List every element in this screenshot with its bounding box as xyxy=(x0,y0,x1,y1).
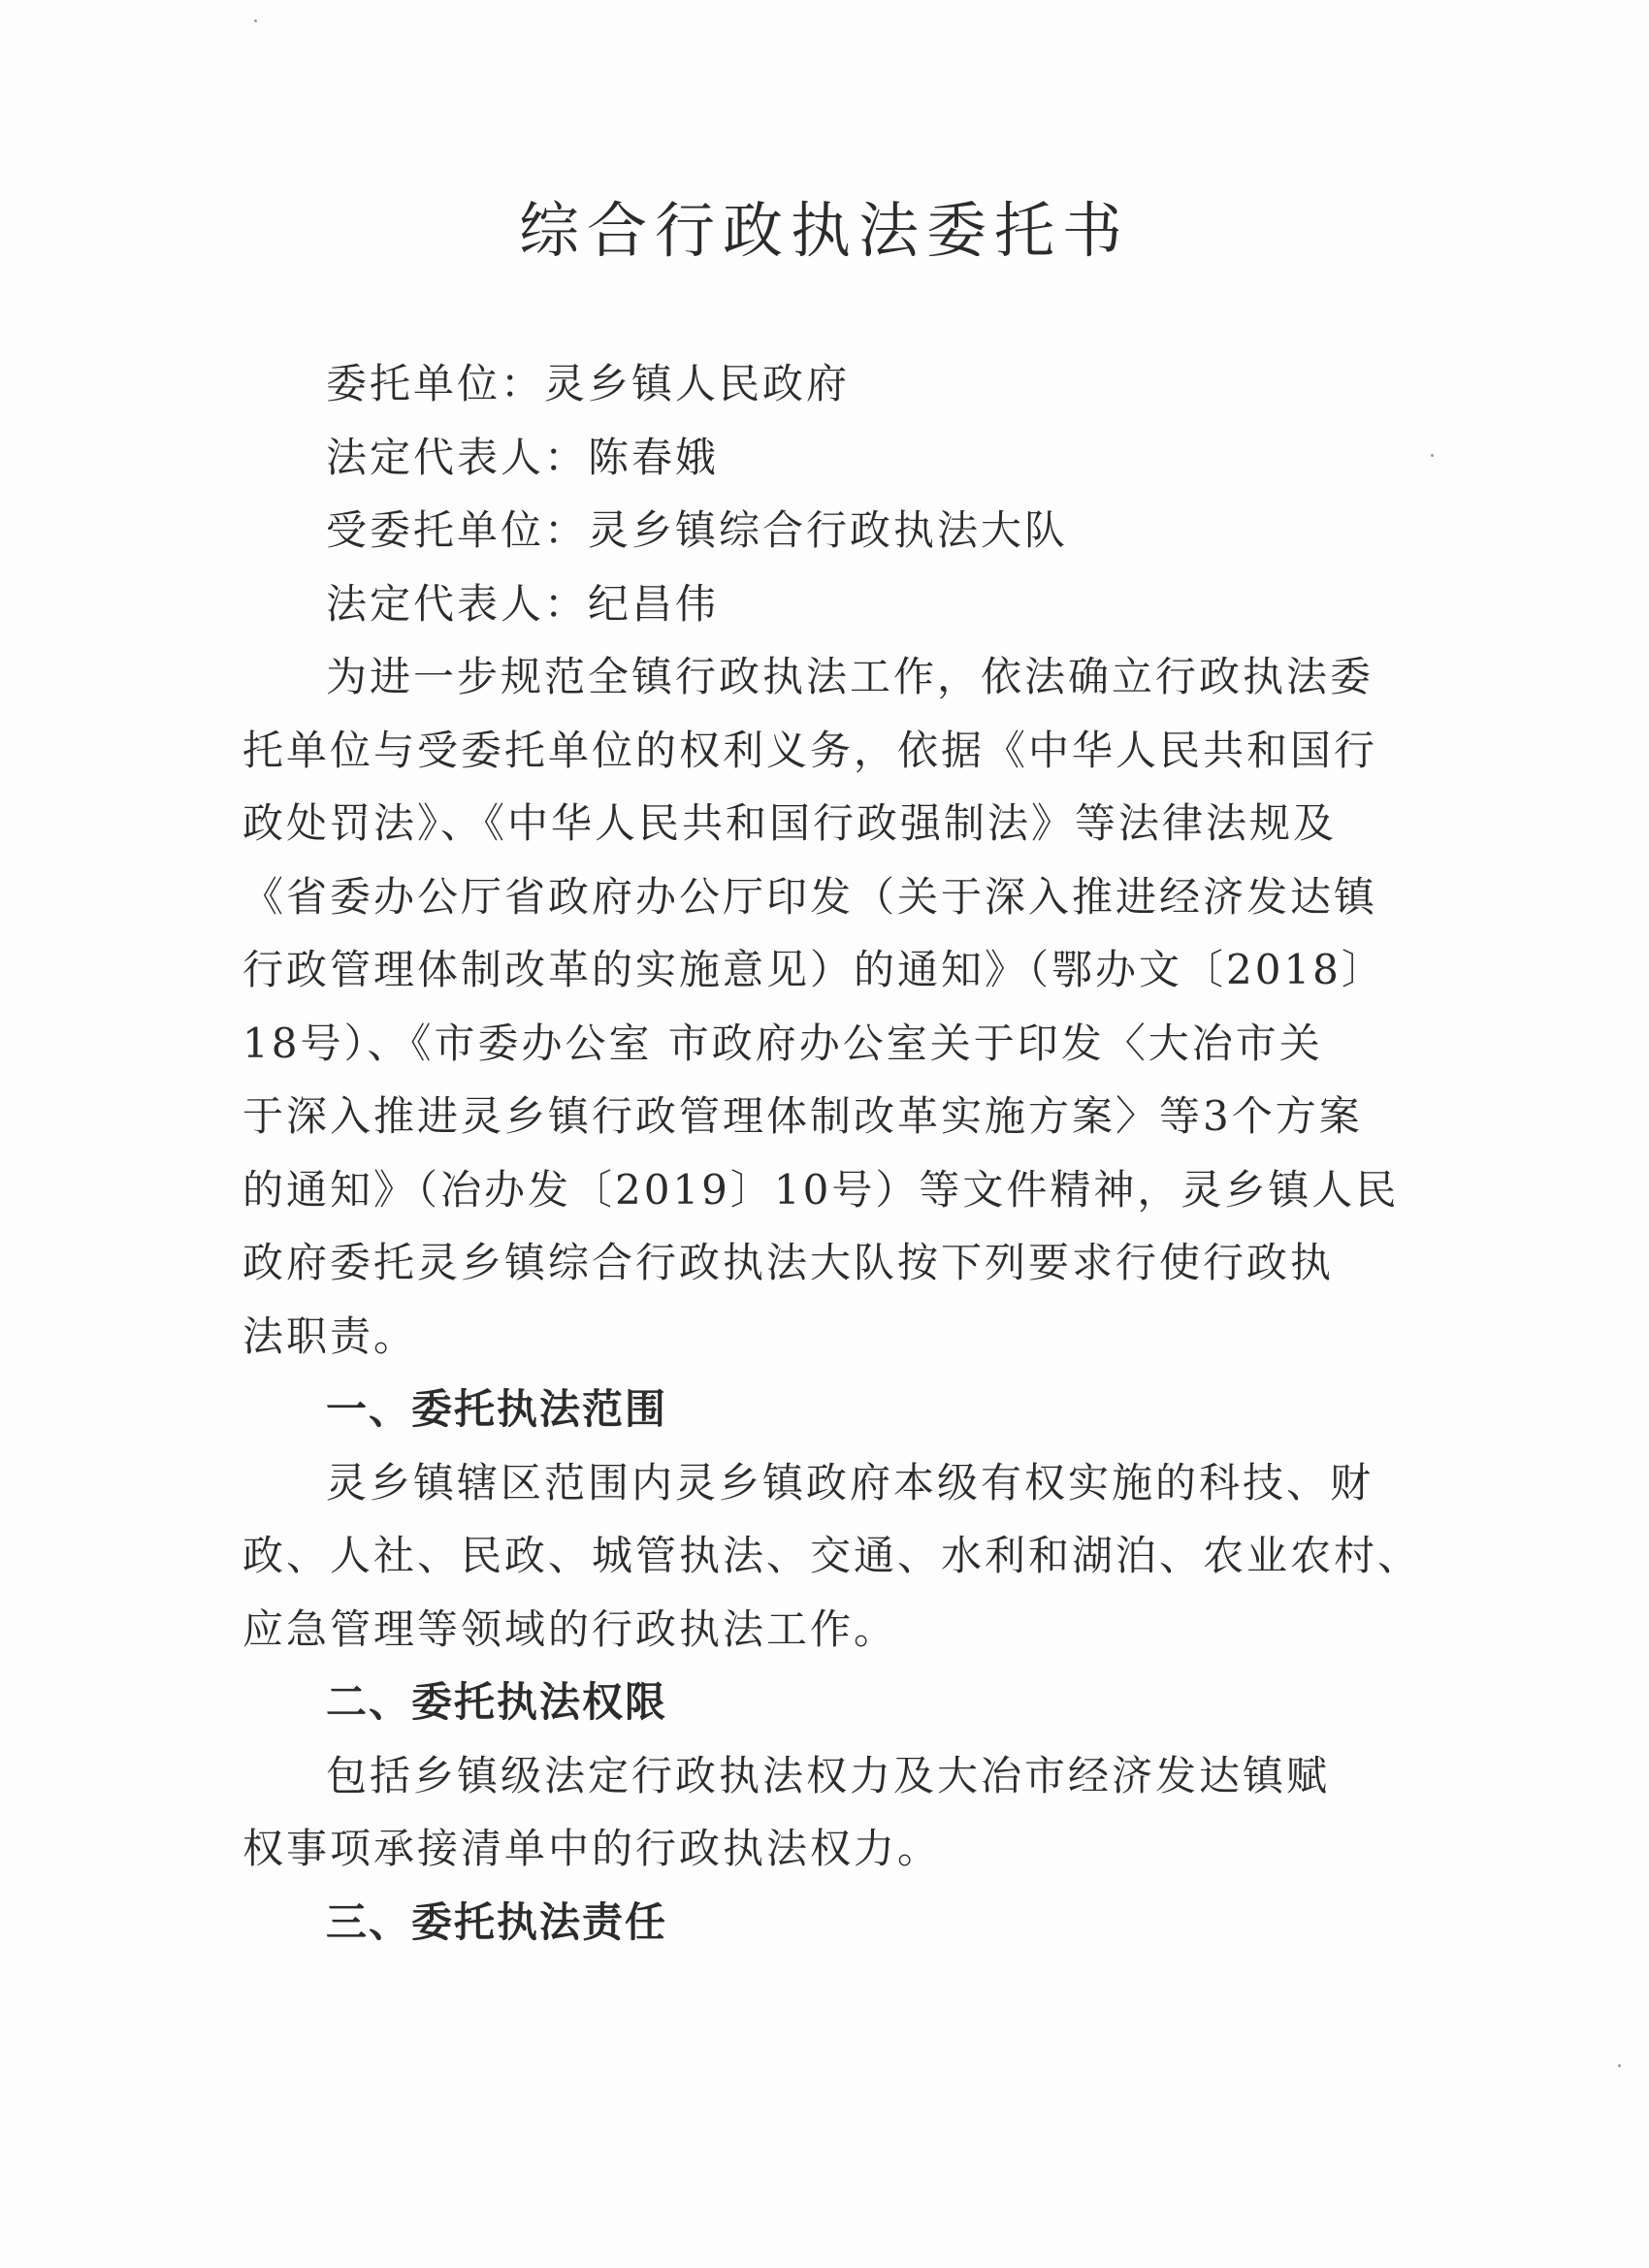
paragraph-line: 受委托单位：灵乡镇综合行政执法大队 xyxy=(326,506,1069,554)
section-heading: 三、委托执法责任 xyxy=(326,1897,668,1946)
paragraph-line: 18号）、《市委办公室 市政府办公室关于印发〈大冶市关 xyxy=(242,1019,1323,1067)
paragraph-line: 《省委办公厅省政府办公厅印发（关于深入推进经济发达镇 xyxy=(242,872,1378,921)
scan-speck xyxy=(254,19,257,22)
paragraph-line: 为进一步规范全镇行政执法工作，依法确立行政执法委 xyxy=(326,653,1374,700)
paragraph-line: 于深入推进灵乡镇行政管理体制改革实施方案〉等3个方案 xyxy=(242,1092,1363,1140)
paragraph-line: 包括乡镇级法定行政执法权力及大冶市经济发达镇赋 xyxy=(326,1751,1331,1799)
document-title: 综合行政执法委托书 xyxy=(518,195,1130,266)
paragraph-line: 政、人社、民政、城管执法、交通、水利和湖泊、农业农村、 xyxy=(242,1532,1422,1579)
paragraph-line: 委托单位：灵乡镇人民政府 xyxy=(326,360,851,407)
paragraph-line: 行政管理体制改革的实施意见）的通知》（鄂办文〔2018〕 xyxy=(242,946,1385,993)
section-heading: 二、委托执法权限 xyxy=(326,1678,668,1726)
document-body xyxy=(242,347,1422,1959)
scan-speck xyxy=(1431,454,1434,457)
section-heading: 一、委托执法范围 xyxy=(326,1385,668,1433)
paragraph-line: 权事项承接清单中的行政执法权力。 xyxy=(242,1825,942,1872)
paragraph-line: 的通知》（冶办发〔2019〕10号）等文件精神，灵乡镇人民 xyxy=(242,1165,1400,1214)
paragraph-line: 法定代表人：陈春娥 xyxy=(326,433,720,481)
paragraph-line: 政处罚法》、《中华人民共和国行政强制法》等法律法规及 xyxy=(242,799,1338,847)
paragraph-line: 政府委托灵乡镇综合行政执法大队按下列要求行使行政执 xyxy=(242,1239,1335,1286)
paragraph-line: 法定代表人：纪昌伟 xyxy=(326,579,720,628)
paragraph-line: 法职责。 xyxy=(242,1312,418,1360)
paragraph-line: 灵乡镇辖区范围内灵乡镇政府本级有权实施的科技、财 xyxy=(326,1458,1374,1507)
paragraph-line: 托单位与受委托单位的权利义务，依据《中华人民共和国行 xyxy=(242,726,1378,774)
paragraph-line: 应急管理等领域的行政执法工作。 xyxy=(242,1604,898,1653)
scan-speck xyxy=(1618,2064,1621,2067)
